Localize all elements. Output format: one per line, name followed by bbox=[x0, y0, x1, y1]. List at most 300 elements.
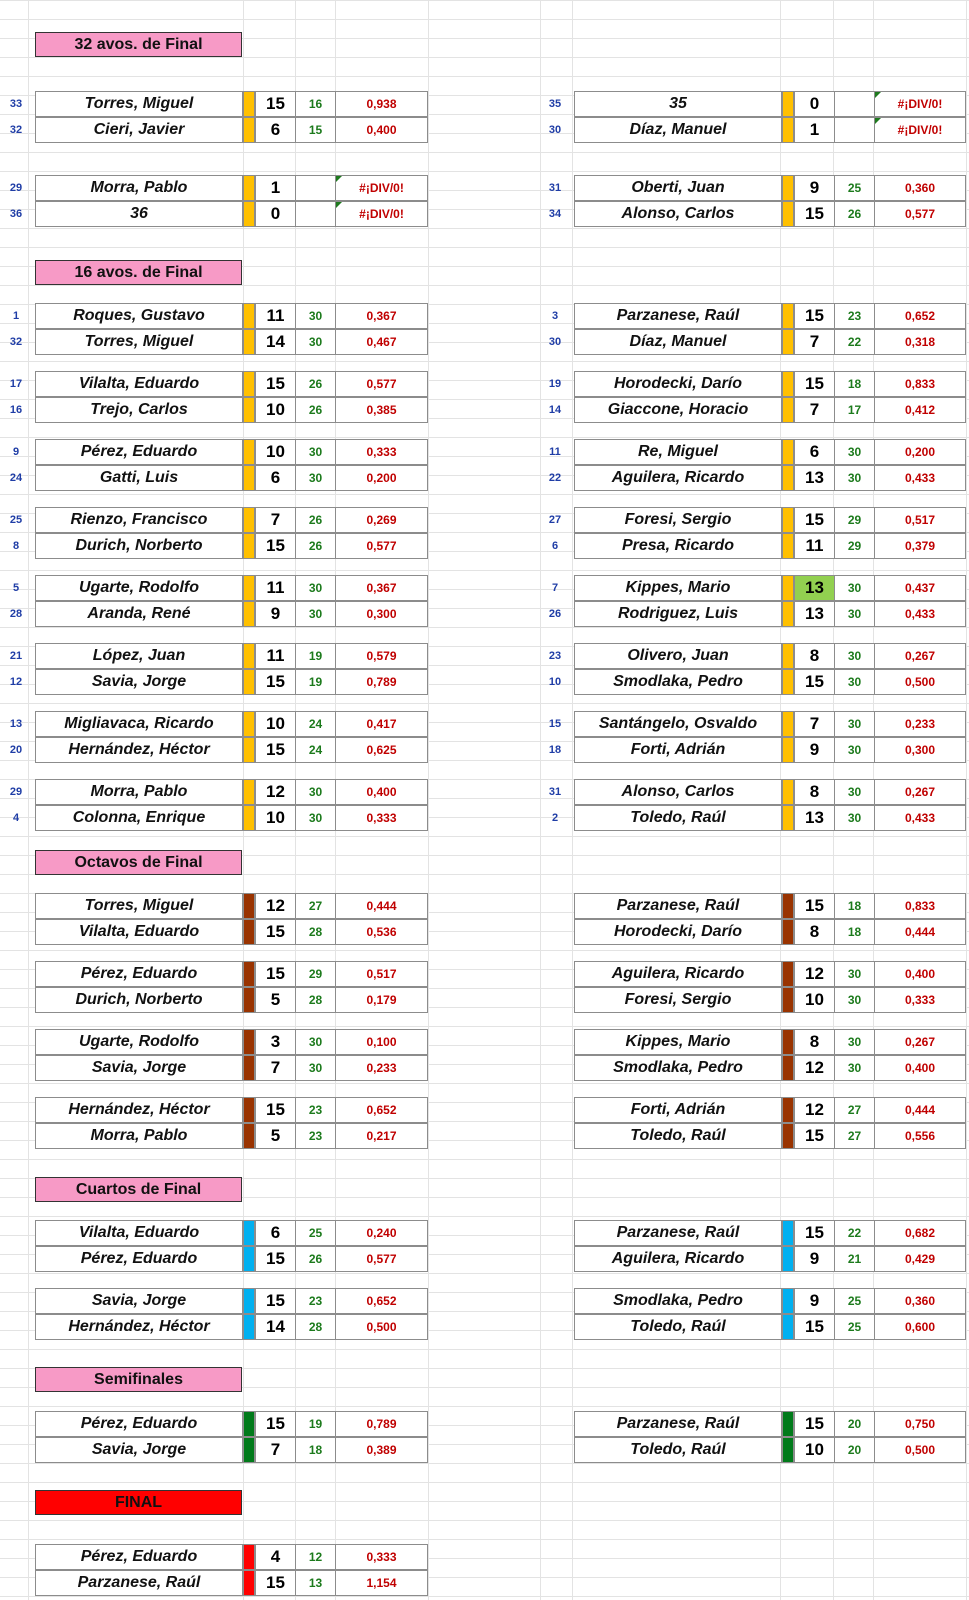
round-color-bar bbox=[243, 201, 255, 227]
average-cell[interactable]: 0,400 bbox=[335, 117, 428, 143]
player-name-cell[interactable]: Toledo, Raúl bbox=[574, 805, 782, 831]
average-cell[interactable]: 0,625 bbox=[335, 737, 428, 763]
games-cell[interactable]: 22 bbox=[834, 329, 875, 355]
player-name-cell[interactable]: Pérez, Eduardo bbox=[35, 1246, 243, 1272]
games-cell[interactable] bbox=[295, 201, 336, 227]
games-cell[interactable]: 24 bbox=[295, 737, 336, 763]
average-cell[interactable]: 0,577 bbox=[335, 533, 428, 559]
average-cell[interactable]: 1,154 bbox=[335, 1570, 428, 1596]
games-cell[interactable]: 25 bbox=[834, 175, 875, 201]
round-color-bar bbox=[782, 893, 794, 919]
score-cell[interactable]: 8 bbox=[794, 643, 835, 669]
score-cell[interactable]: 9 bbox=[255, 601, 296, 627]
score-cell[interactable]: 0 bbox=[794, 91, 835, 117]
games-cell[interactable]: 15 bbox=[295, 117, 336, 143]
games-cell[interactable]: 30 bbox=[834, 987, 875, 1013]
score-cell[interactable]: 13 bbox=[794, 465, 835, 491]
games-cell[interactable]: 27 bbox=[834, 1097, 875, 1123]
player-name-cell[interactable]: Torres, Miguel bbox=[35, 329, 243, 355]
average-cell[interactable]: 0,179 bbox=[335, 987, 428, 1013]
games-cell[interactable]: 29 bbox=[834, 507, 875, 533]
round-color-bar bbox=[243, 1288, 255, 1314]
games-cell[interactable]: 20 bbox=[834, 1437, 875, 1463]
average-cell[interactable]: 0,467 bbox=[335, 329, 428, 355]
score-cell[interactable]: 14 bbox=[255, 1314, 296, 1340]
score-cell[interactable]: 15 bbox=[255, 669, 296, 695]
score-cell[interactable]: 13 bbox=[794, 601, 835, 627]
games-cell[interactable]: 30 bbox=[295, 303, 336, 329]
average-cell[interactable]: 0,400 bbox=[874, 961, 966, 987]
player-name-cell[interactable]: Kippes, Mario bbox=[574, 1029, 782, 1055]
score-cell[interactable]: 15 bbox=[255, 371, 296, 397]
games-cell[interactable]: 30 bbox=[295, 601, 336, 627]
average-cell[interactable]: #¡DIV/0! bbox=[335, 175, 428, 201]
player-name-cell[interactable]: Rodriguez, Luis bbox=[574, 601, 782, 627]
score-cell[interactable]: 15 bbox=[255, 1097, 296, 1123]
games-cell[interactable]: 30 bbox=[834, 1029, 875, 1055]
average-cell[interactable]: 0,200 bbox=[335, 465, 428, 491]
score-cell[interactable]: 15 bbox=[255, 919, 296, 945]
player-name-cell[interactable]: Morra, Pablo bbox=[35, 1123, 243, 1149]
games-cell[interactable]: 28 bbox=[295, 1314, 336, 1340]
player-name-cell[interactable]: Durich, Norberto bbox=[35, 533, 243, 559]
player-name-cell[interactable]: Pérez, Eduardo bbox=[35, 1411, 243, 1437]
score-cell[interactable]: 7 bbox=[255, 1437, 296, 1463]
score-cell[interactable]: 8 bbox=[794, 779, 835, 805]
player-name-cell[interactable]: Re, Miguel bbox=[574, 439, 782, 465]
player-name-cell[interactable]: Horodecki, Darío bbox=[574, 371, 782, 397]
score-cell[interactable]: 12 bbox=[255, 779, 296, 805]
score-cell[interactable]: 10 bbox=[255, 397, 296, 423]
games-cell[interactable]: 27 bbox=[834, 1123, 875, 1149]
player-name-cell[interactable]: Toledo, Raúl bbox=[574, 1123, 782, 1149]
player-name-cell[interactable]: Torres, Miguel bbox=[35, 893, 243, 919]
player-name-cell[interactable]: Foresi, Sergio bbox=[574, 507, 782, 533]
score-cell[interactable]: 11 bbox=[794, 533, 835, 559]
average-cell[interactable]: 0,938 bbox=[335, 91, 428, 117]
player-name-cell[interactable]: Torres, Miguel bbox=[35, 91, 243, 117]
games-cell[interactable]: 18 bbox=[834, 919, 875, 945]
score-cell[interactable]: 1 bbox=[255, 175, 296, 201]
average-cell[interactable]: 0,577 bbox=[335, 1246, 428, 1272]
score-cell[interactable]: 13 bbox=[794, 805, 835, 831]
games-cell[interactable]: 30 bbox=[834, 1055, 875, 1081]
games-cell[interactable]: 30 bbox=[295, 465, 336, 491]
score-cell[interactable]: 15 bbox=[794, 371, 835, 397]
player-name-cell[interactable]: Forti, Adrián bbox=[574, 737, 782, 763]
player-name-cell[interactable]: Santángelo, Osvaldo bbox=[574, 711, 782, 737]
score-cell[interactable]: 11 bbox=[255, 575, 296, 601]
score-cell[interactable]: 15 bbox=[794, 507, 835, 533]
games-cell[interactable]: 26 bbox=[295, 507, 336, 533]
games-cell[interactable]: 30 bbox=[295, 779, 336, 805]
score-cell[interactable]: 10 bbox=[255, 439, 296, 465]
games-cell[interactable]: 26 bbox=[295, 1246, 336, 1272]
score-cell[interactable]: 9 bbox=[794, 1246, 835, 1272]
score-cell[interactable]: 9 bbox=[794, 1288, 835, 1314]
average-cell[interactable]: 0,652 bbox=[335, 1288, 428, 1314]
score-cell[interactable]: 7 bbox=[255, 1055, 296, 1081]
games-cell[interactable]: 30 bbox=[834, 465, 875, 491]
games-cell[interactable]: 25 bbox=[295, 1220, 336, 1246]
player-name-cell[interactable]: Migliavaca, Ricardo bbox=[35, 711, 243, 737]
player-name-cell[interactable]: Roques, Gustavo bbox=[35, 303, 243, 329]
games-cell[interactable]: 28 bbox=[295, 919, 336, 945]
games-cell[interactable]: 26 bbox=[834, 201, 875, 227]
average-cell[interactable]: 0,300 bbox=[874, 737, 966, 763]
seed-number: 5 bbox=[12, 582, 20, 594]
games-cell[interactable]: 25 bbox=[834, 1314, 875, 1340]
games-cell[interactable]: 18 bbox=[295, 1437, 336, 1463]
average-cell[interactable]: 0,577 bbox=[335, 371, 428, 397]
games-cell[interactable]: 19 bbox=[295, 643, 336, 669]
average-cell[interactable]: 0,500 bbox=[874, 669, 966, 695]
round-color-bar bbox=[243, 779, 255, 805]
score-cell[interactable]: 9 bbox=[794, 175, 835, 201]
seed-number: 31 bbox=[548, 182, 562, 194]
games-cell[interactable] bbox=[834, 117, 875, 143]
average-cell[interactable]: 0,579 bbox=[335, 643, 428, 669]
player-name-cell[interactable]: Alonso, Carlos bbox=[574, 201, 782, 227]
score-cell[interactable]: 12 bbox=[794, 961, 835, 987]
round-color-bar bbox=[243, 1246, 255, 1272]
score-cell[interactable]: 0 bbox=[255, 201, 296, 227]
average-cell[interactable]: 0,367 bbox=[335, 303, 428, 329]
player-name-cell[interactable]: Colonna, Enrique bbox=[35, 805, 243, 831]
player-name-cell[interactable]: Ugarte, Rodolfo bbox=[35, 575, 243, 601]
player-name-cell[interactable]: Presa, Ricardo bbox=[574, 533, 782, 559]
games-cell[interactable]: 30 bbox=[295, 439, 336, 465]
player-name-cell[interactable]: Pérez, Eduardo bbox=[35, 439, 243, 465]
score-cell[interactable]: 3 bbox=[255, 1029, 296, 1055]
score-cell[interactable]: 12 bbox=[255, 893, 296, 919]
player-name-cell[interactable]: Morra, Pablo bbox=[35, 779, 243, 805]
player-name-cell[interactable]: Smodlaka, Pedro bbox=[574, 1055, 782, 1081]
player-name-cell[interactable]: 36 bbox=[35, 201, 243, 227]
games-cell[interactable]: 30 bbox=[295, 805, 336, 831]
round-color-bar bbox=[782, 201, 794, 227]
average-cell[interactable]: 0,833 bbox=[874, 893, 966, 919]
average-cell[interactable]: 0,500 bbox=[335, 1314, 428, 1340]
average-cell[interactable]: 0,433 bbox=[874, 601, 966, 627]
games-cell[interactable]: 26 bbox=[295, 371, 336, 397]
player-name-cell[interactable]: Díaz, Manuel bbox=[574, 329, 782, 355]
player-name-cell[interactable]: Parzanese, Raúl bbox=[574, 303, 782, 329]
player-name-cell[interactable]: Rienzo, Francisco bbox=[35, 507, 243, 533]
player-name-cell[interactable]: Oberti, Juan bbox=[574, 175, 782, 201]
average-cell[interactable]: 0,417 bbox=[335, 711, 428, 737]
average-cell[interactable]: 0,333 bbox=[335, 439, 428, 465]
games-cell[interactable]: 12 bbox=[295, 1544, 336, 1570]
player-name-cell[interactable]: Horodecki, Darío bbox=[574, 919, 782, 945]
average-cell[interactable]: 0,267 bbox=[874, 779, 966, 805]
round-color-bar bbox=[243, 303, 255, 329]
player-name-cell[interactable]: Hernández, Héctor bbox=[35, 1097, 243, 1123]
player-name-cell[interactable]: Foresi, Sergio bbox=[574, 987, 782, 1013]
player-name-cell[interactable]: Toledo, Raúl bbox=[574, 1314, 782, 1340]
average-cell[interactable]: 0,367 bbox=[335, 575, 428, 601]
average-cell[interactable]: 0,267 bbox=[874, 1029, 966, 1055]
score-cell[interactable]: 15 bbox=[794, 1220, 835, 1246]
score-cell[interactable]: 12 bbox=[794, 1097, 835, 1123]
games-cell[interactable]: 23 bbox=[834, 303, 875, 329]
score-cell[interactable]: 15 bbox=[255, 533, 296, 559]
player-name-cell[interactable]: Trejo, Carlos bbox=[35, 397, 243, 423]
player-name-cell[interactable]: Kippes, Mario bbox=[574, 575, 782, 601]
player-name-cell[interactable]: Durich, Norberto bbox=[35, 987, 243, 1013]
average-cell[interactable]: 0,517 bbox=[335, 961, 428, 987]
player-name-cell[interactable]: Toledo, Raúl bbox=[574, 1437, 782, 1463]
score-cell[interactable]: 4 bbox=[255, 1544, 296, 1570]
score-cell[interactable]: 8 bbox=[794, 1029, 835, 1055]
player-name-cell[interactable]: Forti, Adrián bbox=[574, 1097, 782, 1123]
average-cell[interactable]: 0,433 bbox=[874, 805, 966, 831]
score-cell[interactable]: 15 bbox=[255, 737, 296, 763]
score-cell[interactable]: 15 bbox=[255, 1246, 296, 1272]
score-cell[interactable]: 15 bbox=[255, 91, 296, 117]
player-name-cell[interactable]: 35 bbox=[574, 91, 782, 117]
score-cell[interactable]: 10 bbox=[255, 711, 296, 737]
games-cell[interactable]: 20 bbox=[834, 1411, 875, 1437]
score-cell[interactable]: 11 bbox=[255, 643, 296, 669]
player-name-cell[interactable]: Hernández, Héctor bbox=[35, 1314, 243, 1340]
grid-column-line bbox=[572, 0, 573, 1600]
score-cell[interactable]: 15 bbox=[794, 893, 835, 919]
player-name-cell[interactable]: Pérez, Eduardo bbox=[35, 961, 243, 987]
games-cell[interactable]: 29 bbox=[834, 533, 875, 559]
games-cell[interactable]: 30 bbox=[834, 961, 875, 987]
score-cell[interactable]: 10 bbox=[794, 987, 835, 1013]
games-cell[interactable]: 29 bbox=[295, 961, 336, 987]
seed-number: 29 bbox=[9, 786, 23, 798]
score-cell[interactable]: 6 bbox=[255, 117, 296, 143]
player-name-cell[interactable]: Vilalta, Eduardo bbox=[35, 1220, 243, 1246]
games-cell[interactable]: 30 bbox=[834, 737, 875, 763]
games-cell[interactable] bbox=[295, 175, 336, 201]
average-cell[interactable]: 0,412 bbox=[874, 397, 966, 423]
player-name-cell[interactable]: Savia, Jorge bbox=[35, 1437, 243, 1463]
score-cell[interactable]: 8 bbox=[794, 919, 835, 945]
seed-number: 31 bbox=[548, 786, 562, 798]
player-name-cell[interactable]: Aguilera, Ricardo bbox=[574, 961, 782, 987]
games-cell[interactable]: 30 bbox=[834, 779, 875, 805]
games-cell[interactable]: 17 bbox=[834, 397, 875, 423]
average-cell[interactable]: 0,789 bbox=[335, 669, 428, 695]
average-cell[interactable]: 0,360 bbox=[874, 1288, 966, 1314]
score-cell[interactable]: 15 bbox=[794, 303, 835, 329]
player-name-cell[interactable]: Hernández, Héctor bbox=[35, 737, 243, 763]
score-cell[interactable]: 15 bbox=[255, 1288, 296, 1314]
games-cell[interactable]: 30 bbox=[295, 1055, 336, 1081]
average-cell[interactable]: 0,267 bbox=[874, 643, 966, 669]
games-cell[interactable]: 23 bbox=[295, 1288, 336, 1314]
player-name-cell[interactable]: Díaz, Manuel bbox=[574, 117, 782, 143]
score-cell[interactable]: 9 bbox=[794, 737, 835, 763]
player-name-cell[interactable]: López, Juan bbox=[35, 643, 243, 669]
score-cell[interactable]: 15 bbox=[794, 1411, 835, 1437]
average-cell[interactable]: 0,389 bbox=[335, 1437, 428, 1463]
score-cell[interactable]: 7 bbox=[794, 711, 835, 737]
average-cell[interactable]: 0,400 bbox=[335, 779, 428, 805]
games-cell[interactable]: 30 bbox=[834, 439, 875, 465]
score-cell[interactable]: 7 bbox=[794, 329, 835, 355]
games-cell[interactable]: 18 bbox=[834, 371, 875, 397]
games-cell[interactable]: 24 bbox=[295, 711, 336, 737]
games-cell[interactable]: 26 bbox=[295, 397, 336, 423]
average-cell[interactable]: 0,652 bbox=[335, 1097, 428, 1123]
average-cell[interactable]: 0,536 bbox=[335, 919, 428, 945]
games-cell[interactable]: 30 bbox=[295, 575, 336, 601]
player-name-cell[interactable]: Olivero, Juan bbox=[574, 643, 782, 669]
games-cell[interactable]: 30 bbox=[834, 575, 875, 601]
player-name-cell[interactable]: Savia, Jorge bbox=[35, 1055, 243, 1081]
round-color-bar bbox=[243, 1055, 255, 1081]
average-cell[interactable]: 0,217 bbox=[335, 1123, 428, 1149]
score-cell[interactable]: 15 bbox=[794, 669, 835, 695]
games-cell[interactable]: 21 bbox=[834, 1246, 875, 1272]
average-cell[interactable]: 0,437 bbox=[874, 575, 966, 601]
average-cell[interactable]: 0,577 bbox=[874, 201, 966, 227]
player-name-cell[interactable]: Aguilera, Ricardo bbox=[574, 465, 782, 491]
score-cell[interactable]: 10 bbox=[794, 1437, 835, 1463]
player-name-cell[interactable]: Smodlaka, Pedro bbox=[574, 669, 782, 695]
score-cell[interactable]: 15 bbox=[255, 1411, 296, 1437]
average-cell[interactable]: 0,200 bbox=[874, 439, 966, 465]
player-name-cell[interactable]: Savia, Jorge bbox=[35, 669, 243, 695]
average-cell[interactable]: 0,333 bbox=[335, 805, 428, 831]
average-cell[interactable]: 0,360 bbox=[874, 175, 966, 201]
average-cell[interactable]: 0,750 bbox=[874, 1411, 966, 1437]
average-cell[interactable]: 0,240 bbox=[335, 1220, 428, 1246]
average-cell[interactable]: 0,333 bbox=[335, 1544, 428, 1570]
average-cell[interactable]: #¡DIV/0! bbox=[874, 117, 966, 143]
score-cell[interactable]: 15 bbox=[794, 201, 835, 227]
score-cell[interactable]: 10 bbox=[255, 805, 296, 831]
average-cell[interactable]: 0,600 bbox=[874, 1314, 966, 1340]
player-name-cell[interactable]: Pérez, Eduardo bbox=[35, 1544, 243, 1570]
games-cell[interactable]: 30 bbox=[295, 329, 336, 355]
games-cell[interactable]: 30 bbox=[834, 711, 875, 737]
average-cell[interactable]: 0,652 bbox=[874, 303, 966, 329]
average-cell[interactable]: 0,300 bbox=[335, 601, 428, 627]
score-cell[interactable]: 15 bbox=[255, 1570, 296, 1596]
average-cell[interactable]: 0,333 bbox=[874, 987, 966, 1013]
average-cell[interactable]: 0,556 bbox=[874, 1123, 966, 1149]
score-cell[interactable]: 6 bbox=[794, 439, 835, 465]
average-cell[interactable]: 0,429 bbox=[874, 1246, 966, 1272]
games-cell[interactable]: 30 bbox=[834, 601, 875, 627]
player-name-cell[interactable]: Vilalta, Eduardo bbox=[35, 371, 243, 397]
player-name-cell[interactable]: Aguilera, Ricardo bbox=[574, 1246, 782, 1272]
score-cell[interactable]: 1 bbox=[794, 117, 835, 143]
score-cell[interactable]: 7 bbox=[255, 507, 296, 533]
games-cell[interactable]: 18 bbox=[834, 893, 875, 919]
player-name-cell[interactable]: Parzanese, Raúl bbox=[574, 1411, 782, 1437]
player-name-cell[interactable]: Alonso, Carlos bbox=[574, 779, 782, 805]
score-cell[interactable]: 15 bbox=[255, 961, 296, 987]
score-cell[interactable]: 12 bbox=[794, 1055, 835, 1081]
player-name-cell[interactable]: Smodlaka, Pedro bbox=[574, 1288, 782, 1314]
games-cell[interactable]: 19 bbox=[295, 669, 336, 695]
player-name-cell[interactable]: Aranda, René bbox=[35, 601, 243, 627]
score-cell[interactable]: 13 bbox=[794, 575, 835, 601]
average-cell[interactable]: 0,444 bbox=[874, 1097, 966, 1123]
average-cell[interactable]: 0,433 bbox=[874, 465, 966, 491]
average-cell[interactable]: 0,517 bbox=[874, 507, 966, 533]
average-cell[interactable]: 0,400 bbox=[874, 1055, 966, 1081]
average-cell[interactable]: 0,233 bbox=[874, 711, 966, 737]
score-cell[interactable]: 15 bbox=[794, 1123, 835, 1149]
games-cell[interactable]: 30 bbox=[834, 669, 875, 695]
score-cell[interactable]: 11 bbox=[255, 303, 296, 329]
average-cell[interactable]: 0,789 bbox=[335, 1411, 428, 1437]
score-cell[interactable]: 6 bbox=[255, 465, 296, 491]
player-name-cell[interactable]: Morra, Pablo bbox=[35, 175, 243, 201]
player-name-cell[interactable]: Giaccone, Horacio bbox=[574, 397, 782, 423]
games-cell[interactable]: 25 bbox=[834, 1288, 875, 1314]
round-color-bar bbox=[782, 643, 794, 669]
games-cell[interactable]: 23 bbox=[295, 1123, 336, 1149]
round-header-qf: Cuartos de Final bbox=[35, 1177, 242, 1202]
score-cell[interactable]: 5 bbox=[255, 1123, 296, 1149]
average-cell[interactable]: 0,444 bbox=[335, 893, 428, 919]
average-cell[interactable]: 0,269 bbox=[335, 507, 428, 533]
games-cell[interactable]: 30 bbox=[295, 1029, 336, 1055]
average-cell[interactable]: 0,682 bbox=[874, 1220, 966, 1246]
player-name-cell[interactable]: Parzanese, Raúl bbox=[35, 1570, 243, 1596]
games-cell[interactable]: 27 bbox=[295, 893, 336, 919]
average-cell[interactable]: 0,233 bbox=[335, 1055, 428, 1081]
average-cell[interactable]: 0,100 bbox=[335, 1029, 428, 1055]
score-cell[interactable]: 7 bbox=[794, 397, 835, 423]
seed-number: 14 bbox=[548, 404, 562, 416]
error-indicator-icon bbox=[336, 202, 342, 208]
games-cell[interactable] bbox=[834, 91, 875, 117]
player-name-cell[interactable]: Gatti, Luis bbox=[35, 465, 243, 491]
player-name-cell[interactable]: Parzanese, Raúl bbox=[574, 893, 782, 919]
average-cell[interactable]: #¡DIV/0! bbox=[874, 91, 966, 117]
games-cell[interactable]: 19 bbox=[295, 1411, 336, 1437]
average-cell[interactable]: #¡DIV/0! bbox=[335, 201, 428, 227]
round-color-bar bbox=[243, 987, 255, 1013]
games-cell[interactable]: 28 bbox=[295, 987, 336, 1013]
player-name-cell[interactable]: Ugarte, Rodolfo bbox=[35, 1029, 243, 1055]
player-name-cell[interactable]: Parzanese, Raúl bbox=[574, 1220, 782, 1246]
games-cell[interactable]: 22 bbox=[834, 1220, 875, 1246]
games-cell[interactable]: 26 bbox=[295, 533, 336, 559]
average-cell[interactable]: 0,500 bbox=[874, 1437, 966, 1463]
score-cell[interactable]: 15 bbox=[794, 1314, 835, 1340]
average-cell[interactable]: 0,444 bbox=[874, 919, 966, 945]
games-cell[interactable]: 16 bbox=[295, 91, 336, 117]
average-cell[interactable]: 0,833 bbox=[874, 371, 966, 397]
average-cell[interactable]: 0,318 bbox=[874, 329, 966, 355]
player-name-cell[interactable]: Vilalta, Eduardo bbox=[35, 919, 243, 945]
player-name-cell[interactable]: Savia, Jorge bbox=[35, 1288, 243, 1314]
games-cell[interactable]: 13 bbox=[295, 1570, 336, 1596]
games-cell[interactable]: 30 bbox=[834, 805, 875, 831]
games-cell[interactable]: 30 bbox=[834, 643, 875, 669]
score-cell[interactable]: 14 bbox=[255, 329, 296, 355]
score-cell[interactable]: 6 bbox=[255, 1220, 296, 1246]
average-cell[interactable]: 0,379 bbox=[874, 533, 966, 559]
average-cell[interactable]: 0,385 bbox=[335, 397, 428, 423]
round-color-bar bbox=[782, 1246, 794, 1272]
games-cell[interactable]: 23 bbox=[295, 1097, 336, 1123]
player-name-cell[interactable]: Cieri, Javier bbox=[35, 117, 243, 143]
score-cell[interactable]: 5 bbox=[255, 987, 296, 1013]
round-header-r32: 32 avos. de Final bbox=[35, 32, 242, 57]
